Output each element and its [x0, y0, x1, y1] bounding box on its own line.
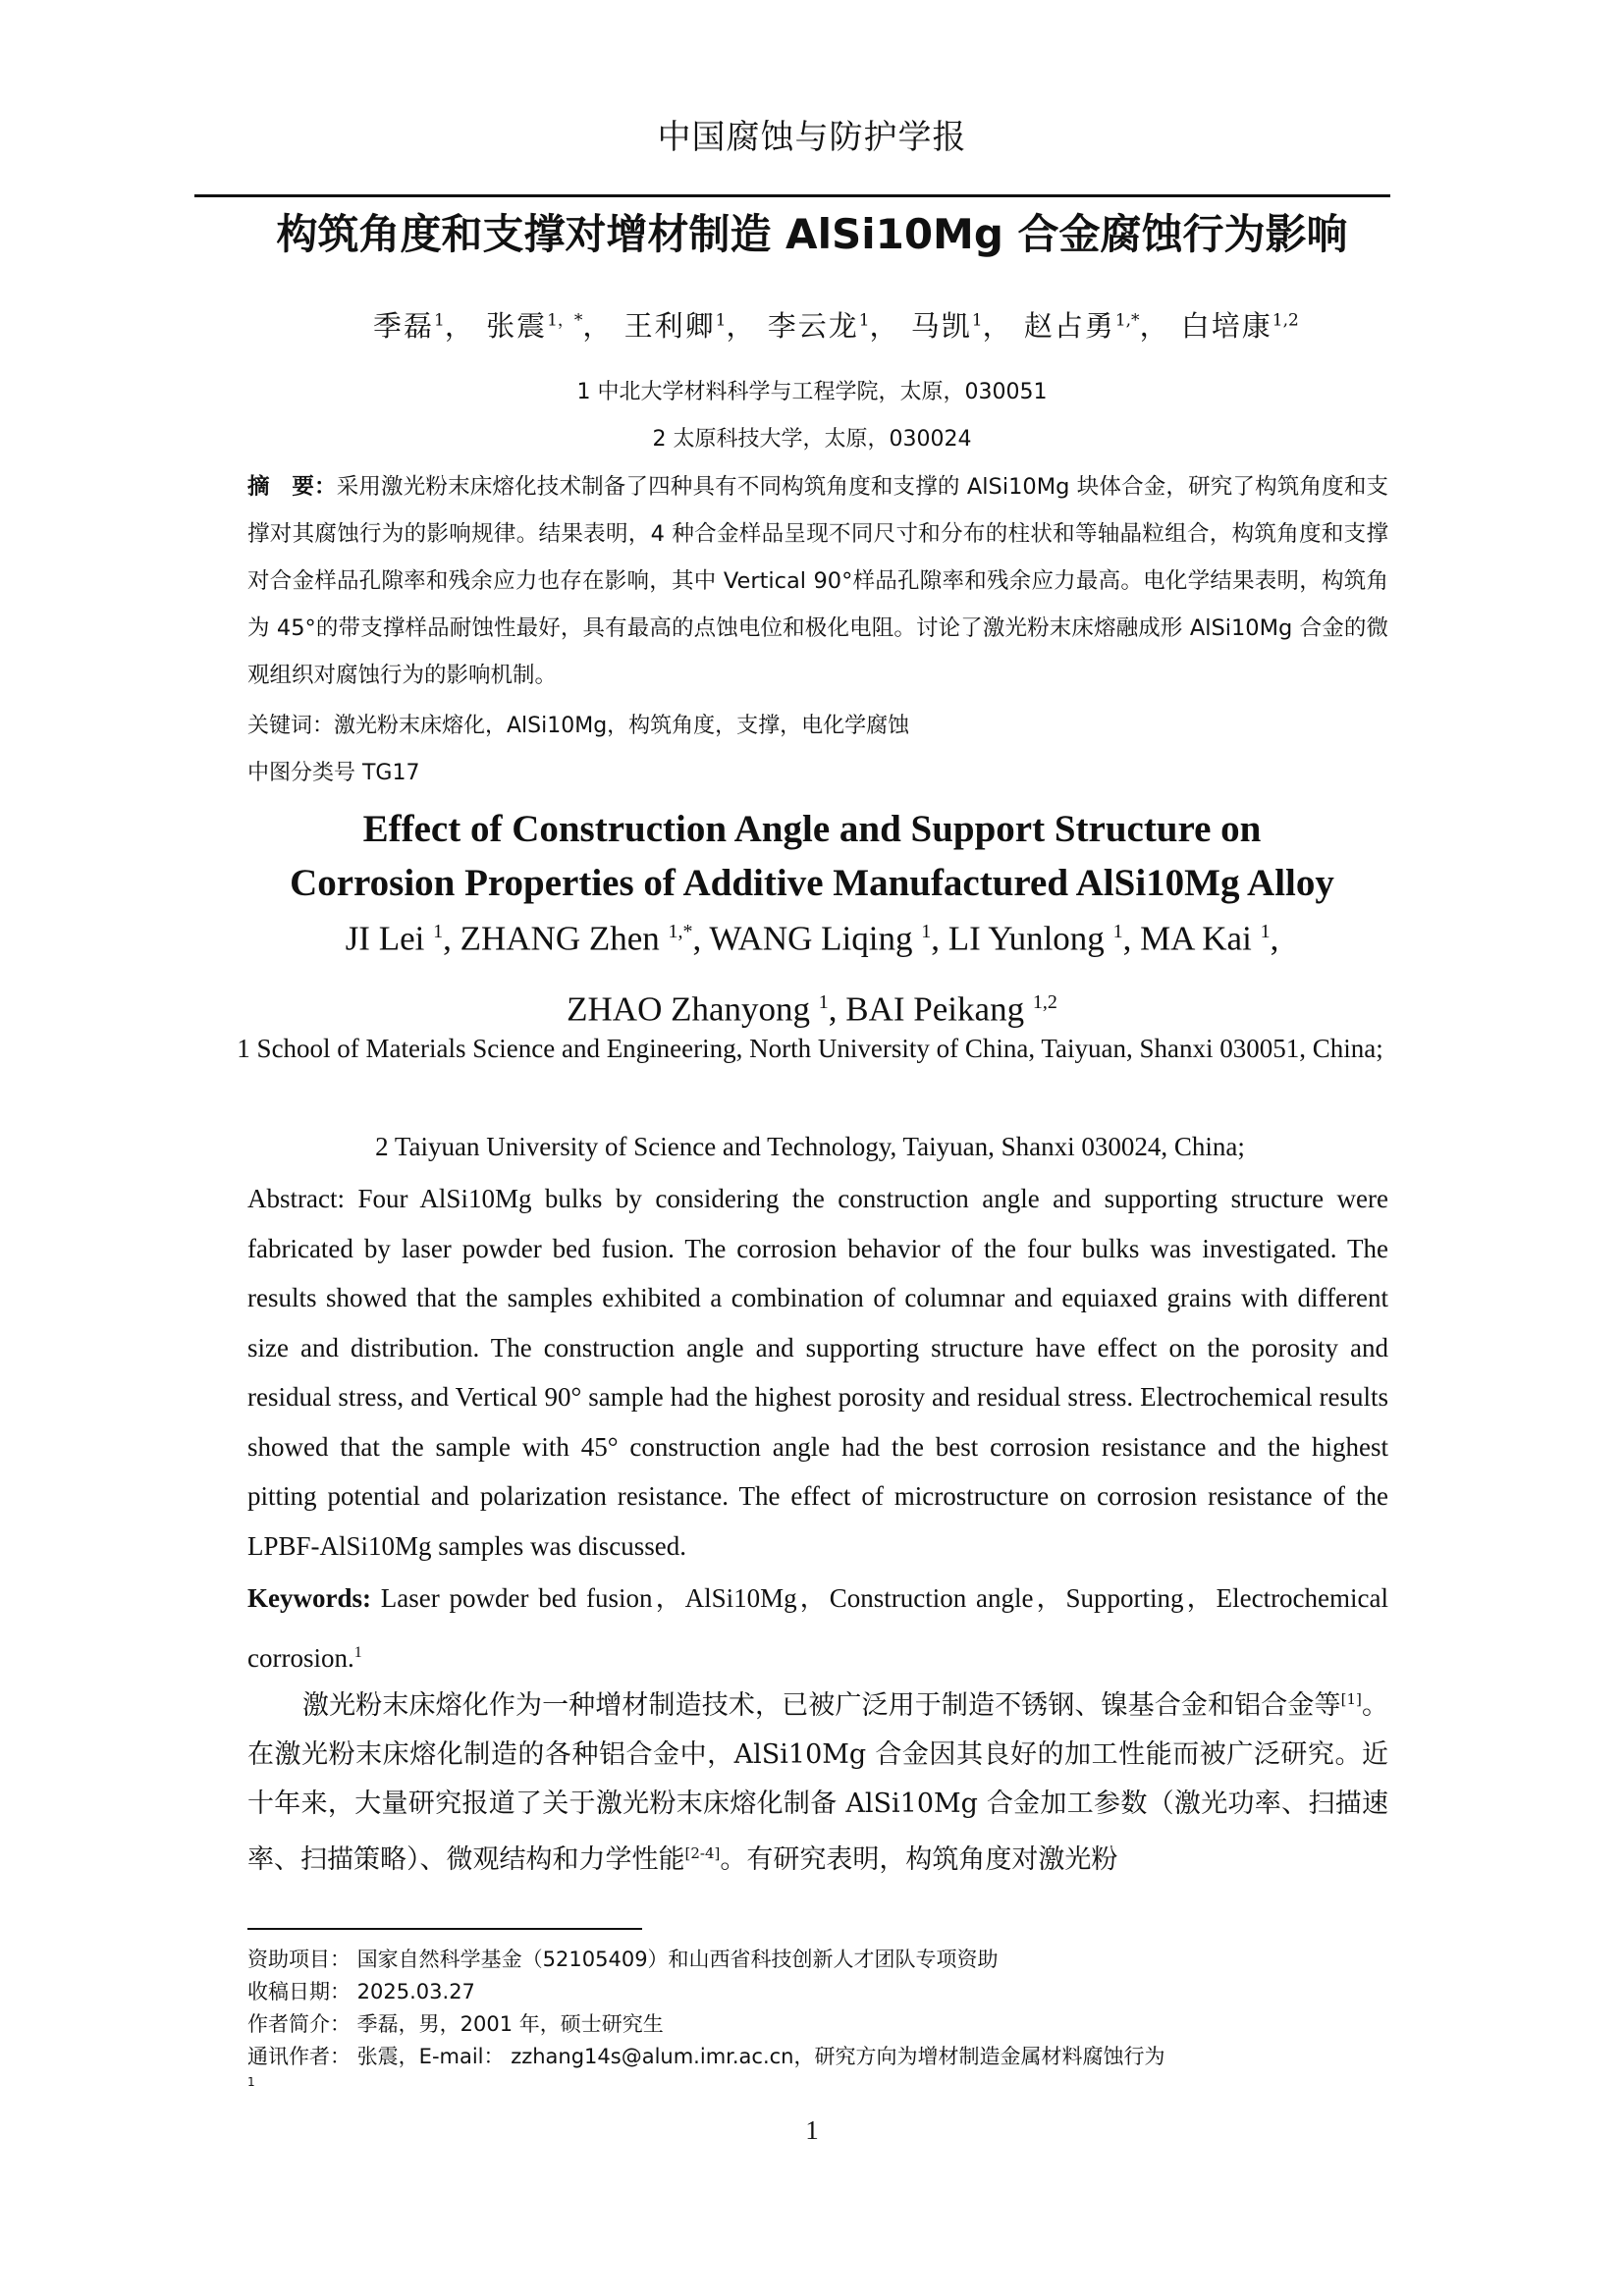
- author: WANG Liqing: [709, 919, 922, 958]
- chinese-affiliation-1: 1 中北大学材料科学与工程学院，太原，030051: [576, 380, 1048, 404]
- english-title-line: Effect of Construction Angle and Support Structure on: [362, 808, 1262, 850]
- footnote-mark: 1: [247, 2075, 255, 2089]
- author-affiliation-mark: 1，*: [547, 310, 583, 331]
- separator: ,: [1270, 919, 1279, 958]
- english-title-line: Corrosion Properties of Additive Manufactured AlSi10Mg Alloy: [290, 862, 1334, 904]
- citation-link[interactable]: [2-4]: [684, 1844, 721, 1862]
- separator: ,: [828, 989, 846, 1029]
- keywords-label: Keywords:: [247, 1583, 371, 1613]
- body-text-segment: 。有研究表明，构筑角度对激光粉: [720, 1844, 1118, 1875]
- footnote-corresponding-author: 通讯作者： 张震，E-mail： zzhang14s@alum.imr.ac.cn，研究方向为增材制造金属材料腐蚀行为: [247, 2045, 1165, 2068]
- author-affiliation-mark: 1,*: [668, 921, 693, 942]
- footnote-received-date: 收稿日期： 2025.03.27: [247, 1980, 475, 2003]
- separator: ,: [931, 919, 948, 958]
- author: 季磊: [373, 309, 435, 343]
- author-affiliation-mark: 1,2: [1032, 990, 1057, 1013]
- english-abstract: Abstract: Four AlSi10Mg bulks by considering the construction angle and supporting structure were fabricated by laser powder bed fusion. The corrosion behavior of the four bulks was investigated. The results showed that the samples exhibited a combination of columnar and equiaxed grains with different size and distribution. The construction angle and supporting structure have effect on the porosity and residual stress, and Vertical 90° sample had the highest porosity and residual stress. Electrochemical results showed that the sample with 45° construction angle had the best corrosion resistance and the highest pitting potential and polarization resistance. The effect of microstructure on corrosion resistance of the LPBF-AlSi10Mg samples was discussed.: [247, 1184, 1388, 1561]
- classification-number: 中图分类号 TG17: [247, 761, 420, 785]
- chinese-keywords: 关键词：激光粉末床熔化，AlSi10Mg，构筑角度，支撑，电化学腐蚀: [247, 714, 910, 738]
- english-authors: [0, 900, 1624, 1041]
- footnotes: [247, 1944, 1388, 2073]
- separator: ,: [1122, 919, 1141, 958]
- footnote-rule: [247, 1928, 642, 1930]
- author-affiliation-mark: 1: [715, 310, 727, 331]
- author: LI Yunlong: [947, 919, 1113, 958]
- author-affiliation-mark: 1: [971, 310, 983, 331]
- footnote-funding: 资助项目： 国家自然科学基金（52105409）和山西省科技创新人才团队专项资助: [247, 1948, 999, 1971]
- footnote-reference: 1: [353, 1644, 362, 1661]
- author: 张震: [486, 309, 548, 343]
- author: 马凯: [910, 309, 972, 343]
- author: 李云龙: [767, 309, 859, 343]
- author: MA Kai: [1140, 919, 1261, 958]
- author-affiliation-mark: 1: [1260, 921, 1271, 942]
- chinese-authors: 季磊$^1$， 张震$^{1,*}$， 王利卿$^1$， 李云龙$^1$， 马凯$^1$， 赵占勇$^{1,*}$， 白培康$^{1,2}$: [373, 309, 1299, 343]
- separator: ,: [443, 919, 460, 958]
- abstract-label: 摘 要：: [247, 474, 337, 500]
- english-authors-line: [0, 900, 1624, 971]
- chinese-title: 构筑角度和支撑对增材制造 AlSi10Mg 合金腐蚀行为影响: [276, 210, 1348, 258]
- author: ZHANG Zhen: [460, 919, 669, 958]
- english-title: [0, 802, 1624, 910]
- author-affiliation-mark: 1: [818, 990, 829, 1013]
- footnote-author-bio: 作者简介： 季磊，男，2001 年，硕士研究生: [247, 2012, 664, 2036]
- author: BAI Peikang: [845, 989, 1033, 1029]
- author-affiliation-mark: 1,*: [1114, 310, 1140, 331]
- author-affiliation-mark: 1: [921, 921, 932, 942]
- author-affiliation-mark: 1,2: [1272, 310, 1299, 331]
- body-text-segment: 激光粉末床熔化作为一种增材制造技术，已被广泛用于制造不锈钢、镍基合金和铝合金等: [302, 1690, 1341, 1721]
- separator: ,: [692, 919, 710, 958]
- author: ZHAO Zhanyong: [567, 989, 819, 1029]
- author: 赵占勇: [1023, 309, 1115, 343]
- english-keywords: [247, 1571, 1388, 1685]
- abstract-text: 采用激光粉末床熔化技术制备了四种具有不同构筑角度和支撑的 AlSi10Mg 块体合金，研究了构筑角度和支撑对其腐蚀行为的影响规律。结果表明，4 种合金样品呈现不同尺寸和分布的柱状和等轴晶粒组合，构筑角度和支撑对合金样品孔隙率和残余应力也存在影响，其中 Vertical 90°样品孔隙率和残余应力最高。电化学结果表明，构筑角为 45°的带支撑样品耐蚀性最好，具有最高的点蚀电位和极化电阻。讨论了激光粉末床熔融成形 AlSi10Mg 合金的微观组织对腐蚀行为的影响机制。: [247, 474, 1388, 688]
- author: JI Lei: [345, 919, 434, 958]
- chinese-affiliation-2: 2 太原科技大学，太原，030024: [652, 427, 972, 452]
- author-affiliation-mark: 1: [858, 310, 870, 331]
- english-affiliation-2: 2 Taiyuan University of Science and Technology, Taiyuan, Shanxi 030024, China;: [375, 1132, 1245, 1161]
- body-paragraph: [247, 1675, 1388, 1885]
- body-text-segment: 。在激光粉末床熔化制造的各种铝合金中，AlSi10Mg 合金因其良好的加工性能而被广泛研究。近十年来，大量研究报道了关于激光粉末床熔化制备 AlSi10Mg 合金加工参数（激光功率、扫描速率、扫描策略）、微观结构和力学性能: [247, 1690, 1389, 1875]
- author: 白培康: [1180, 309, 1272, 343]
- author-affiliation-mark: 1: [434, 310, 445, 331]
- english-affiliation-1: 1 School of Materials Science and Engineering, North University of China, Taiyuan, Shanxi 030051, China;: [237, 1034, 1383, 1063]
- author-affiliation-mark: 1: [433, 921, 444, 942]
- author-affiliation-mark: 1: [1112, 921, 1123, 942]
- keywords-text: Laser powder bed fusion，AlSi10Mg，Construction angle，Supporting，Electrochemical corrosion.: [247, 1583, 1388, 1673]
- page-number: 1: [805, 2115, 819, 2145]
- journal-name: 中国腐蚀与防护学报: [657, 118, 967, 157]
- header-rule: [194, 194, 1390, 197]
- chinese-abstract: [247, 463, 1388, 699]
- author: 王利卿: [623, 309, 716, 343]
- citation-link[interactable]: [1]: [1340, 1690, 1362, 1708]
